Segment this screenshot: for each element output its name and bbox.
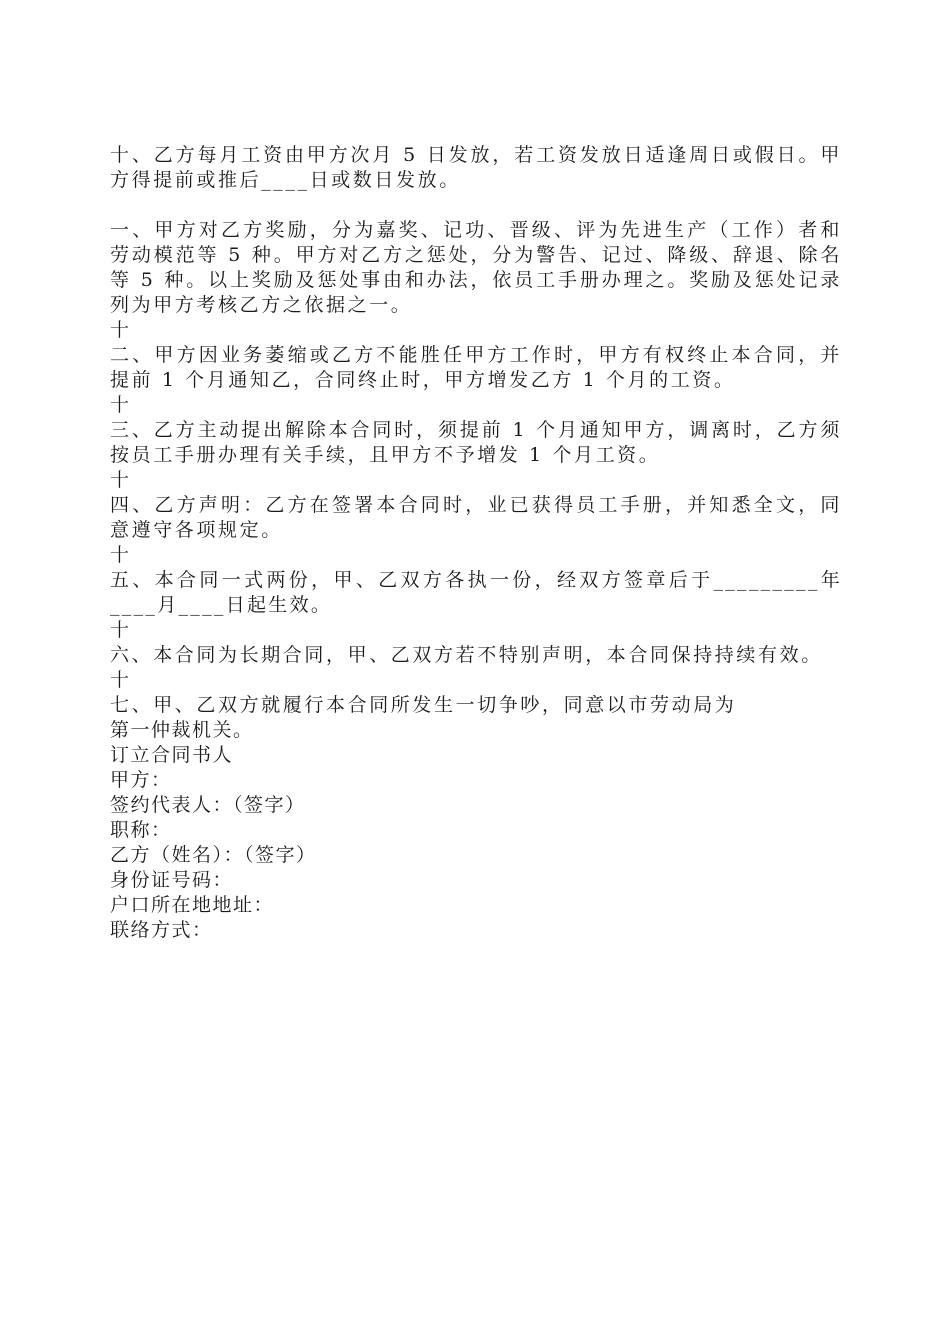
clause-marker-12: 十 bbox=[110, 319, 132, 341]
clause-marker-17: 十 bbox=[110, 669, 132, 691]
clause-16: 六、本合同为长期合同，甲、乙双方若不特别声明，本合同保持持续有效。 bbox=[110, 644, 823, 666]
clause-marker-14: 十 bbox=[110, 469, 132, 491]
party-b-label: 乙方（姓名）：（签字） bbox=[110, 844, 317, 866]
clause-12: 二、甲方因业务萎缩或乙方不能胜任甲方工作时，甲方有权终止本合同，并提前 1 个月通知乙，合同终止时，甲方增发乙方 1 个月的工资。 bbox=[110, 344, 842, 391]
clause-marker-15: 十 bbox=[110, 544, 132, 566]
signature-block bbox=[110, 743, 842, 943]
address-label: 户口所在地地址： bbox=[110, 894, 275, 916]
clause-17-line-2: 第一仲裁机关。 bbox=[110, 719, 254, 741]
clause-10: 十、乙方每月工资由甲方次月 5 日发放，若工资发放日适逢周日或假日。甲方得提前或推后____日或数日发放。 bbox=[110, 144, 842, 191]
paragraph-gap bbox=[110, 193, 842, 218]
contact-label: 联络方式： bbox=[110, 919, 213, 941]
clause-11: 一、甲方对乙方奖励，分为嘉奖、记功、晋级、评为先进生产（工作）者和劳动模范等 5 种。甲方对乙方之惩处，分为警告、记过、降级、辞退、除名等 5 种。以上奖励及惩处事由和办法，依员工手册办理之。奖励及惩处记录列为甲方考核乙方之依据之一。 bbox=[110, 219, 842, 316]
party-a-label: 甲方： bbox=[110, 769, 172, 791]
job-title-label: 职称： bbox=[110, 819, 172, 841]
clause-13: 三、乙方主动提出解除本合同时，须提前 1 个月通知甲方，调离时，乙方须按员工手册办理有关手续，且甲方不予增发 1 个月工资。 bbox=[110, 419, 842, 466]
contract-page bbox=[110, 143, 842, 943]
signature-heading: 订立合同书人 bbox=[110, 744, 234, 766]
clause-marker-16: 十 bbox=[110, 619, 132, 641]
id-number-label: 身份证号码： bbox=[110, 869, 234, 891]
clause-marker-13: 十 bbox=[110, 394, 132, 416]
clause-15: 五、本合同一式两份，甲、乙双方各执一份，经双方签章后于_________年____月____日起生效。 bbox=[110, 569, 842, 616]
clause-17-line-1: 七、甲、乙双方就履行本合同所发生一切争吵，同意以市劳动局为 bbox=[110, 694, 737, 716]
representative-label: 签约代表人：（签字） bbox=[110, 794, 306, 816]
clause-14: 四、乙方声明：乙方在签署本合同时，业已获得员工手册，并知悉全文，同意遵守各项规定。 bbox=[110, 494, 842, 541]
